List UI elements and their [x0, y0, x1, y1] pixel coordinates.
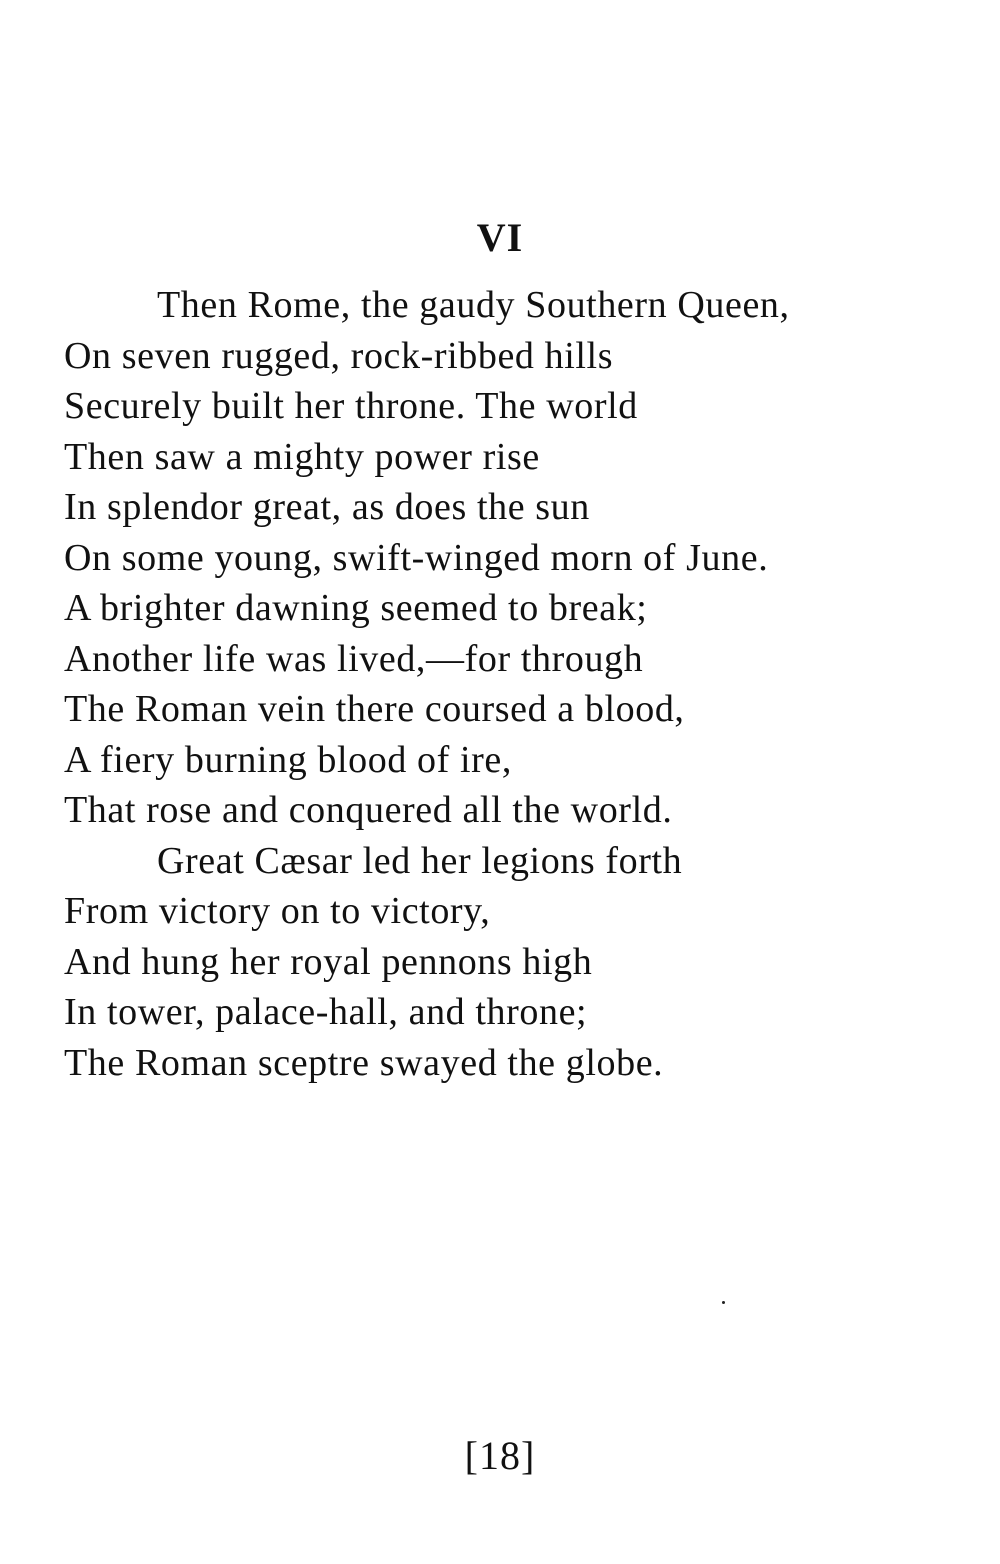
poem-line: The Roman sceptre swayed the globe.: [64, 1041, 664, 1084]
print-speck: [722, 1301, 725, 1304]
poem-line: On seven rugged, rock-ribbed hills: [64, 334, 614, 377]
poem-line: And hung her royal pennons high: [64, 940, 593, 983]
poem-line: Then Rome, the gaudy Southern Queen,: [157, 284, 790, 326]
poem-line: In splendor great, as does the sun: [64, 486, 590, 528]
poem-line: Securely built her throne. The world: [64, 385, 638, 427]
poem-line: Great Cæsar led her legions forth: [157, 839, 683, 882]
poem-line: A brighter dawning seemed to break;: [64, 587, 648, 629]
poem-line: In tower, palace-hall, and throne;: [64, 991, 588, 1033]
poem-line: From victory on to victory,: [64, 890, 491, 932]
poem-line: A fiery burning blood of ire,: [64, 738, 512, 781]
poem-line: Then saw a mighty power rise: [64, 435, 540, 478]
page-number: [18]: [464, 1433, 536, 1478]
poem-text: [64, 280, 964, 1088]
section-numeral: VI: [476, 215, 524, 260]
poem-line: That rose and conquered all the world.: [64, 789, 673, 831]
poem-line: Another life was lived,—for through: [64, 637, 644, 680]
poem-line: On some young, swift-winged morn of June.: [64, 536, 769, 579]
poem-line: The Roman vein there coursed a blood,: [64, 688, 685, 730]
